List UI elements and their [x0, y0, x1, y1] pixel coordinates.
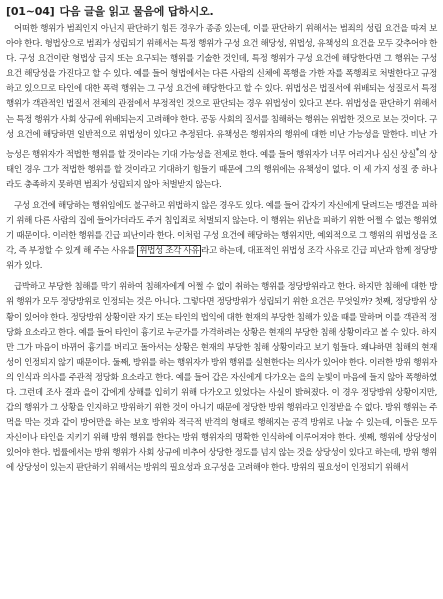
passage-paragraph-2: [6, 199, 437, 274]
passage-paragraph-3: [6, 280, 437, 476]
boxed-term: 위법성 조각 사유: [139, 246, 200, 257]
paragraph-2-text-a: 구성 요건에 해당하는 행위임에도 불구하고 위법하지 않은 경우도 있다. 예를 들어 갑자기 자신에게 달려드는 맹견을 피하기 위해 다른 사람의 집에 들어가더라도 주거 침입죄로 처벌되지 않는다. 이 행위는 위난을 피하기 위한 어쩔 수 없는 행위였기 때문이다. 이러한 행위를 긴급 피난이라 한다. 이처럼 구성 요건에 해당하는 행위지만, 예외적으로 그 행위의 위법성을 조각, 즉 부정할 수 있게 해 주는 사유를: [6, 200, 437, 257]
paragraph-3-text: 급박하고 부당한 침해를 막기 위하여 침해자에게 어쩔 수 없이 취하는 행위를 정당방위라고 한다. 하지만 침해에 대한 방위 행위가 모두 정당방위로 인정되는 것은 아니다. 그렇다면 정당방위가 성립되기 위한 요건은 무엇일까? 첫째, 정당방위 상황이 있어야 한다. 정당방위 상황이란 자기 또는 타인의 법익에 대한 현재의 부당한 침해가 있을 때를 말하며 이를 객관적 정당화 요소라고 한다. 예를 들어 타인이 흉기로 누군가를 가격하려는 상황은 현재의 부당한 침해 상황이라고 볼 수 있다. 하지만 그가 마음이 바뀌어 흉기를 버리고 돌아서는 상황은 현재의 부당한 침해 상황이라고 보기 힘들다. 왜냐하면 침해의 현재성이 인정되지 않기 때문이다. 둘째, 방위를 하는 행위자가 방위 행위를 실현한다는 의사가 있어야 한다. 이러한 방위 행위자의 인식과 의사를 주관적 정당화 요소라고 한다. 예를 들어 갑은 자신에게 다가오는 을의 눈빛이 마음에 들지 않아 폭행하였다. 그런데 조사 결과 을이 갑에게 상해를 입히기 위해 다가오고 있었다는 사실이 밝혀졌다. 이 경우 정당방위 상황이지만, 갑의 행위가 그 상황을 인지하고 방위하기 위한 것이 아니기 때문에 정당한 방위 행위라고 인정받을 수 없다. 방위 행위는 주먹을 막는 것과 같이 방어만을 하는 보호 방위와 적극적 반격의 형태로 행해지는 공격 방위로 나눌 수 있는데, 이들은 모두 자신이나 타인을 지키기 위해 방위 행위를 한다는 방위 행위자의 명확한 인식하에 이루어져야 한다. 셋째, 행위에 상당성이 있어야 한다. 법률에서는 방위 행위가 사회 상규에 비추어 상당한 정도를 넘지 않는 것을 상당성이 있다고 하는데, 방위 행위에 상당성이 있는지 판단하기 위해서는 방위의 필요성과 요구성을 고려해야 한다. 방위의 필요성이 인정되기 위해서: [6, 282, 437, 474]
paragraph-1-text-b: 의 상태인 경우 그가 적법한 행위를 할 것이라고 기대하기 힘들기 때문에 그의 행위에는 유책성이 없다. 이 세 가지 성질 중 하나라도 충족하지 못하면 범죄가 성립되지 않아 처벌받지 않는다.: [6, 149, 437, 190]
footnote-mark: *: [415, 145, 419, 155]
passage-paragraph-1: [6, 22, 437, 193]
question-number: [01~04]: [6, 5, 55, 18]
question-instruction: 다음 글을 읽고 물음에 답하시오.: [59, 5, 214, 18]
paragraph-1-text-a: 어떠한 행위가 범죄인지 아닌지 판단하기 힘든 경우가 종종 있는데, 이를 판단하기 위해서는 범죄의 성립 요건을 따져 보아야 한다. 형법상으로 범죄가 성립되기 위해서는 특정 행위가 구성 요건 해당성, 위법성, 유책성의 요건을 모두 갖추어야 한다. 구성 요건이란 형법상 금지 또는 요구되는 행위를 기술한 것인데, 특정 행위가 구성 요건에 해당한다면 그 행위는 구성 요건 해당성을 가진다고 할 수 있다. 예를 들어 형법에서는 다른 사람의 신체에 폭행을 가한 자를 폭행죄로 처벌한다고 규정하고 있으므로 타인에 대한 폭력 행위는 그 구성 요건에 해당한다고 할 수 있다. 위법성은 법질서에 위배되는 성질로서 특정 행위가 객관적인 법질서 전체의 관점에서 부정적인 것으로 판단되는 경우 위법성이 있다고 본다. 위법성을 판단하기 위해서는 특정 행위가 사회 상규에 위배되는지 고려해야 한다. 공동 사회의 질서를 침해하는 행위는 위법한 것으로 보는 것이다. 구성 요건에 해당하면 일반적으로 위법성이 있다고 추정된다. 유책성은 행위자의 행위에 대한 비난 가능성을 말한다. 비난 가능성은 행위자가 적법한 행위를 할 것이라는 기대 가능성을 전제로 한다. 예를 들어 행위자가 너무 어리거나 심신 상실: [6, 24, 437, 160]
paragraph-2-text-b: 라고 하는데, 대표적인 위법성 조각 사유로 긴급 피난과 함께 정당방위가 있다.: [6, 246, 437, 272]
question-header: [6, 4, 437, 22]
